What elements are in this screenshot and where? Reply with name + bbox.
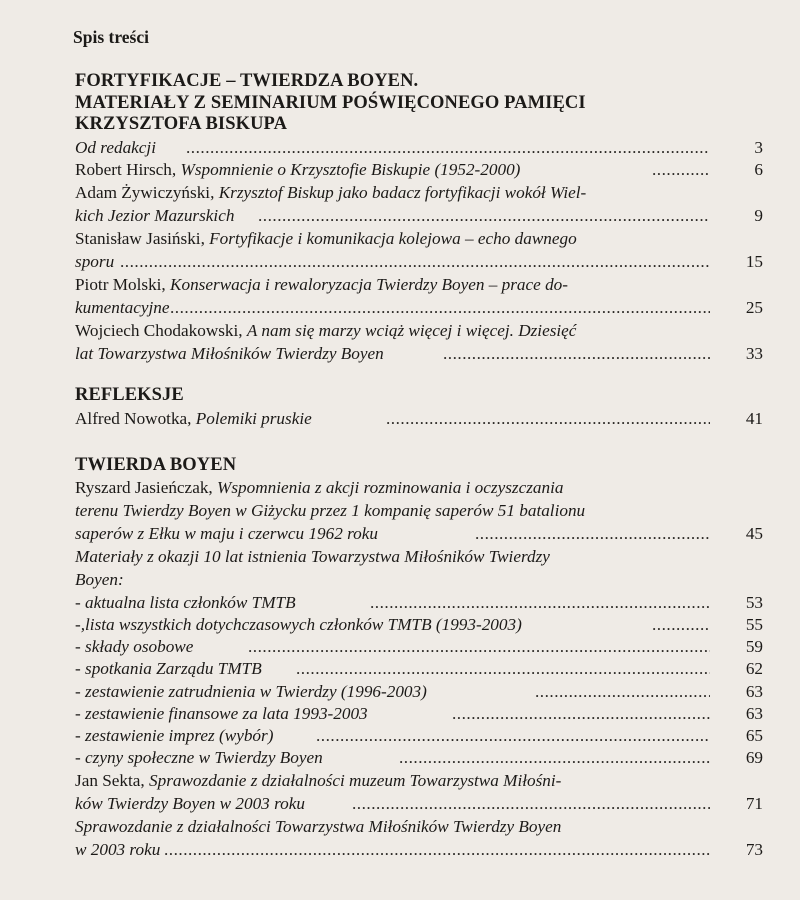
entry-title: ków Twierdzy Boyen w 2003 roku [75,794,305,813]
page-number: 69 [745,748,763,767]
entry-author: Alfred Nowotka, [75,409,196,428]
entry-author: Jan Sekta, [75,771,149,790]
page-number: 62 [745,659,763,678]
page-number: 71 [745,794,763,813]
entry-title: Materiały z okazji 10 lat istnienia Towarzystwa Miłośników Twierdzy [75,547,550,566]
entry-title: - zestawienie finansowe za lata 1993-2003 [75,704,368,723]
entry-title: Wspomnienia z akcji rozminowania i oczyszczania [217,478,564,497]
page-number: 65 [745,726,763,745]
section-heading-twierda-boyen [75,455,236,477]
entry-title: - zestawienie zatrudnienia w Twierdzy (1996-2003) [75,682,427,701]
entry-title: - aktualna lista członków TMTB [75,593,296,612]
section-heading-line: FORTYFIKACJE – TWIERDZA BOYEN. [75,71,419,91]
entry-title: - czyny społeczne w Twierdzy Boyen [75,748,323,767]
page-number: 9 [754,206,763,225]
entry-title: Sprawozdanie z działalności Towarzystwa Miłośników Twierdzy Boyen [75,817,562,836]
entry-title: lat Towarzystwa Miłośników Twierdzy Boyen [75,344,384,363]
entry-title: Wspomnienie o Krzysztofie Biskupie (1952-2000) [180,160,521,179]
leader-dots [370,592,710,614]
entry-title: Fortyfikacje i komunikacja kolejowa – echo dawnego [209,229,577,248]
entry-author: Stanisław Jasiński, [75,229,210,248]
page-number: 55 [745,615,763,634]
leader-dots [352,793,710,815]
entry-author: Adam Żywiczyński, [75,183,219,202]
entry-title: terenu Twierdzy Boyen w Giżycku przez 1 kompanię saperów 51 batalionu [75,501,586,520]
page-number: 25 [745,298,763,317]
leader-dots [186,137,708,159]
entry-title: kich Jezior Mazurskich [75,206,235,225]
entry-title: -,lista wszystkich dotychczasowych członków TMTB (1993-2003) [75,615,522,634]
leader-dots [443,343,710,365]
page-number: 53 [745,593,763,612]
page-number: 41 [745,409,763,428]
section-heading-line: KRZYSZTOFA BISKUPA [75,114,288,134]
leader-dots [316,725,710,747]
leader-dots [652,159,708,181]
leader-dots [399,747,710,769]
entry-title: Polemiki pruskie [195,409,312,428]
page-number: 45 [745,524,763,543]
section-heading-line: TWIERDA BOYEN [75,455,237,475]
page-number: 15 [745,252,763,271]
entry-title: - spotkania Zarządu TMTB [75,659,262,678]
section-heading-fortyfikacje [75,71,586,136]
leader-dots [248,636,710,658]
leader-dots [652,614,710,636]
leader-dots [258,205,708,227]
leader-dots [170,297,710,319]
entry-title: - składy osobowe [75,637,194,656]
page-title: Spis treści [73,27,149,47]
page-number: 33 [745,344,763,363]
entry-title: - zestawienie imprez (wybór) [75,726,274,745]
entry-title: sporu [75,252,115,271]
section-heading-refleksje [75,385,184,407]
page-number: 63 [745,682,763,701]
entry-author: Robert Hirsch, [75,160,181,179]
section-heading-line: REFLEKSJE [75,385,184,405]
entry-title: w 2003 roku [75,840,161,859]
entry-title: kumentacyjne [75,298,170,317]
entry-title: Krzysztof Biskup jako badacz fortyfikacji wokół Wiel- [218,183,587,202]
leader-dots [296,658,710,680]
page-number: 6 [754,160,763,179]
section-heading-line: MATERIAŁY Z SEMINARIUM POŚWIĘCONEGO PAMIĘCI [75,92,586,113]
page-number: 73 [745,840,763,859]
page-number: 3 [754,138,763,157]
entry-author: Piotr Molski, [75,275,171,294]
leader-dots [452,703,710,725]
page-number: 63 [745,704,763,723]
leader-dots [535,681,710,703]
entry-author: Wojciech Chodakowski, [75,321,247,340]
entry-title: Boyen: [75,570,124,589]
page-number: 59 [745,637,763,656]
entry-author: Ryszard Jasieńczak, [75,478,218,497]
leader-dots [164,839,710,861]
entry-title: Sprawozdanie z działalności muzeum Towarzystwa Miłośni- [149,771,562,790]
leader-dots [120,251,710,273]
entry-title: A nam się marzy wciąż więcej i więcej. Dziesięć [246,321,577,340]
entry-title: saperów z Ełku w maju i czerwcu 1962 roku [75,524,378,543]
leader-dots [386,408,710,430]
entry-title: Konserwacja i rewaloryzacja Twierdzy Boyen – prace do- [170,275,568,294]
leader-dots [475,523,710,545]
entry-title: Od redakcji [75,138,156,157]
